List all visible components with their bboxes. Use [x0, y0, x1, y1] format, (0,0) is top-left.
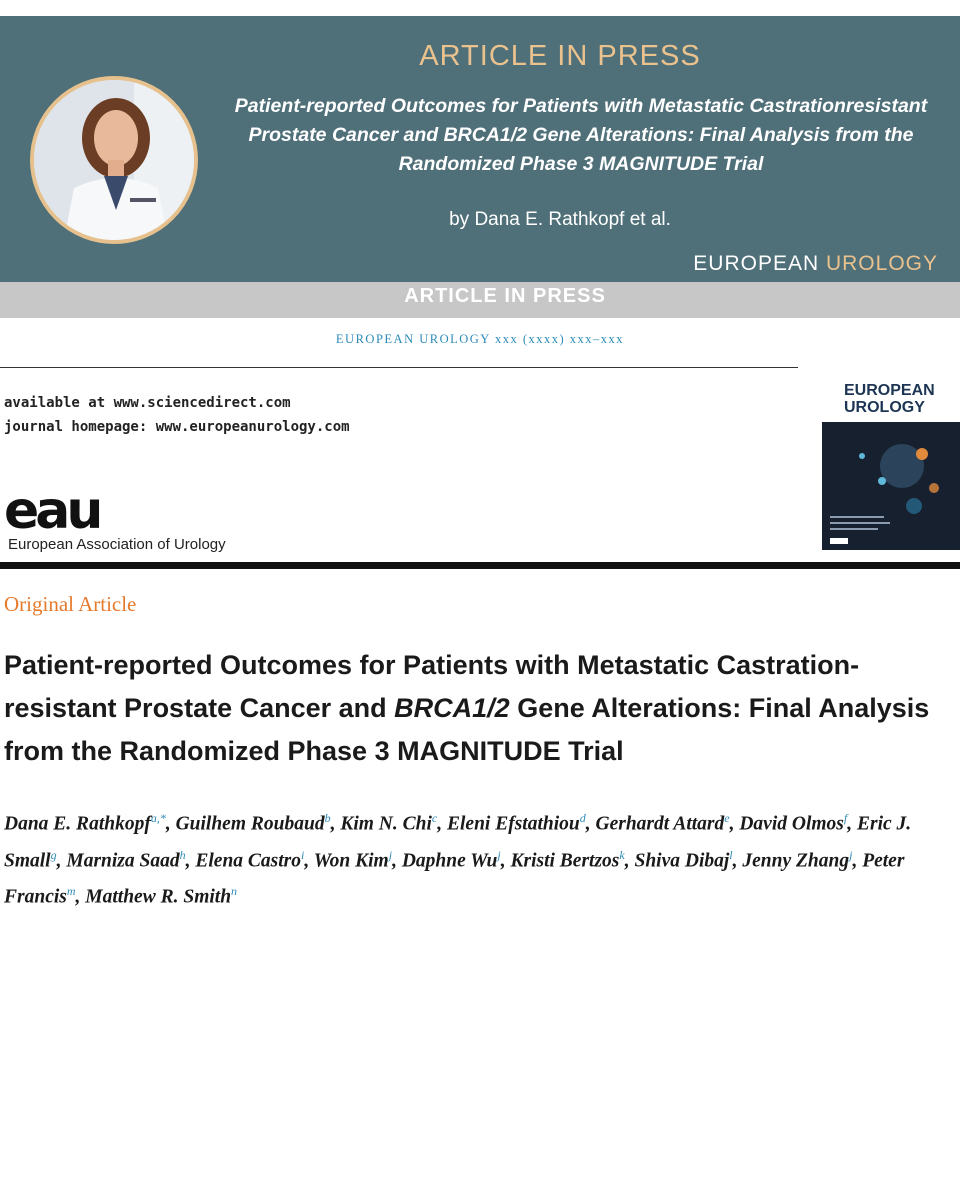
banner-title: Patient-reported Outcomes for Patients with Metastatic Castrationresistant Prostate Cancer and BRCA1/2 Gene Alterations: Final Analysis from the Randomized Phase 3 MAGNITUDE Trial	[234, 95, 928, 175]
author-separator: ,	[56, 850, 67, 871]
author-name[interactable]: Dana E. Rathkopf	[4, 813, 151, 835]
eau-association-name: European Association of Urology	[8, 536, 226, 553]
author-affiliation-mark[interactable]: n	[231, 884, 238, 898]
author-separator: ,	[729, 813, 740, 835]
eau-logo	[4, 488, 124, 539]
author-affiliation-mark[interactable]: h	[179, 847, 186, 862]
author-name[interactable]: Matthew R. Smith	[85, 886, 232, 908]
author-affiliation-mark[interactable]: e	[724, 811, 730, 825]
article-title-part2: Gene Alterations: Final Analysis from the Randomized Phase 3 MAGNITUDE Trial	[4, 693, 930, 766]
author-affiliation-mark[interactable]: j	[849, 847, 853, 862]
author-affiliation-mark[interactable]: d	[579, 811, 586, 825]
eau-logo-text: eau	[4, 488, 100, 534]
author-separator: ,	[847, 813, 857, 835]
article-title-gene: BRCA1/2	[394, 693, 510, 723]
author-portrait-image	[34, 80, 194, 240]
header-divider	[0, 367, 798, 368]
author-affiliation-mark[interactable]: l	[729, 847, 733, 862]
banner-journal-part1: EUROPEAN	[693, 252, 820, 275]
author-affiliation-mark[interactable]: c	[431, 811, 438, 825]
author-name[interactable]: Shiva Dibaj	[634, 850, 730, 871]
author-affiliation-mark[interactable]: b	[324, 811, 331, 825]
author-affiliation-mark[interactable]: g	[50, 847, 57, 862]
author-separator: ,	[732, 850, 743, 871]
author-separator: ,	[304, 850, 314, 871]
author-separator: ,	[165, 813, 176, 835]
author-name[interactable]: Eric J. Small	[4, 813, 912, 871]
author-separator: ,	[852, 850, 863, 871]
author-name[interactable]: Guilhem Roubaud	[175, 813, 325, 835]
article-title-part1: Patient-reported Outcomes for Patients with Metastatic Castration-resistant Prostate Cancer and	[4, 650, 860, 723]
journal-cover	[822, 376, 960, 550]
author-affiliation-mark[interactable]: j	[388, 847, 393, 862]
author-affiliation-mark[interactable]: i	[301, 847, 305, 862]
author-separator: ,	[75, 886, 86, 908]
author-affiliation-mark[interactable]: m	[66, 884, 76, 898]
banner-byline: by Dana E. Rathkopf et al.	[449, 209, 671, 230]
author-portrait	[30, 76, 198, 244]
author-affiliation-mark[interactable]: a,*	[150, 811, 166, 825]
author-name[interactable]: Jenny Zhang	[742, 850, 850, 871]
author-name[interactable]: Kim N. Chi	[340, 813, 432, 835]
article-title	[4, 644, 960, 773]
author-list	[4, 803, 960, 913]
banner-tag: ARTICLE IN PRESS	[419, 40, 701, 72]
author-separator: ,	[437, 813, 447, 835]
eau-logo-mark	[4, 488, 124, 534]
availability-info	[4, 391, 350, 439]
author-separator: ,	[330, 813, 341, 835]
author-separator: ,	[185, 850, 196, 871]
author-name[interactable]: Daphne Wu	[401, 850, 498, 871]
cover-title-line2: UROLOGY	[844, 399, 925, 416]
author-separator: ,	[624, 850, 635, 871]
author-separator: ,	[500, 850, 511, 871]
author-name[interactable]: Eleni Efstathiou	[447, 813, 580, 835]
cover-title-line1: EUROPEAN	[844, 382, 935, 399]
banner-journal-name	[693, 252, 938, 276]
banner-journal-part2: UROLOGY	[825, 252, 938, 275]
author-name[interactable]: David Olmos	[739, 813, 844, 835]
author-name[interactable]: Peter Francis	[4, 850, 905, 908]
cover-header	[822, 376, 960, 422]
author-separator: ,	[392, 850, 402, 871]
cover-title	[844, 382, 935, 416]
author-name[interactable]: Elena Castro	[195, 850, 302, 871]
author-separator: ,	[585, 813, 596, 835]
journal-homepage-link[interactable]: journal homepage: www.europeanurology.com	[4, 419, 350, 435]
section-divider	[0, 562, 960, 569]
author-affiliation-mark[interactable]: j	[497, 847, 501, 862]
journal-citation-line: EUROPEAN UROLOGY xxx (xxxx) xxx–xxx	[335, 332, 625, 346]
article-type: Original Article	[4, 592, 137, 616]
author-name[interactable]: Gerhardt Attard	[595, 813, 725, 835]
author-name[interactable]: Won Kim	[313, 850, 389, 871]
author-name[interactable]: Marniza Saad	[66, 850, 180, 871]
promo-banner	[0, 16, 960, 282]
author-affiliation-mark[interactable]: k	[619, 847, 625, 862]
sciencedirect-link[interactable]: available at www.sciencedirect.com	[4, 395, 291, 411]
author-affiliation-mark[interactable]: f	[843, 811, 848, 825]
press-bar-label: ARTICLE IN PRESS	[404, 285, 606, 307]
author-name[interactable]: Kristi Bertzos	[510, 850, 620, 871]
press-bar	[0, 282, 960, 318]
